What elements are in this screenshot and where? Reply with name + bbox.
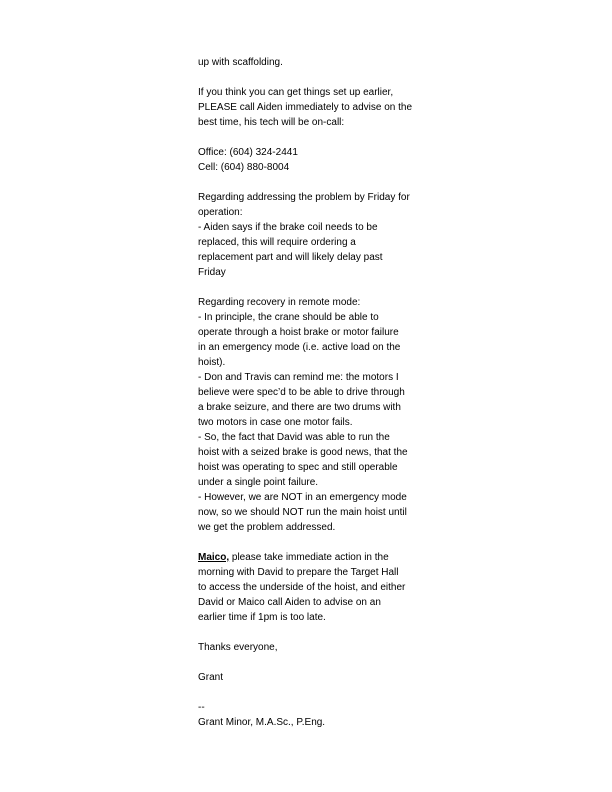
text-line: - So, the fact that David was able to run the bbox=[198, 432, 390, 443]
text-line bbox=[198, 550, 428, 565]
text-line: hoist was operating to spec and still operable bbox=[198, 462, 398, 473]
text-line: - Don and Travis can remind me: the motors I bbox=[198, 372, 399, 383]
text-line: we get the problem addressed. bbox=[198, 522, 336, 533]
signature-block bbox=[198, 700, 428, 730]
email-body bbox=[198, 55, 428, 730]
text-line: PLEASE call Aiden immediately to advise on the bbox=[198, 102, 413, 113]
text-line: - Aiden says if the brake coil needs to be bbox=[198, 222, 378, 233]
text-line: Regarding recovery in remote mode: bbox=[198, 297, 361, 308]
text-line: Friday bbox=[198, 267, 226, 278]
continuation-text bbox=[198, 55, 428, 70]
text-line: - However, we are NOT in an emergency mode bbox=[198, 492, 407, 503]
text-line: Thanks everyone, bbox=[198, 642, 278, 653]
text-line: replacement part and will likely delay past bbox=[198, 252, 383, 263]
text-line: replaced, this will require ordering a bbox=[198, 237, 356, 248]
text-line: up with scaffolding. bbox=[198, 57, 283, 68]
text-line: under a single point failure. bbox=[198, 477, 319, 488]
text-line: David or Maico call Aiden to advise on an bbox=[198, 597, 381, 608]
contacts-block bbox=[198, 145, 428, 175]
signature-separator: -- bbox=[198, 702, 205, 713]
text-line: in an emergency mode (i.e. active load on the bbox=[198, 342, 401, 353]
text-line: best time, his tech will be on-call: bbox=[198, 117, 345, 128]
cell-phone: Cell: (604) 880-8004 bbox=[198, 162, 290, 173]
text-line: If you think you can get things set up earlier, bbox=[198, 87, 394, 98]
signature-name: Grant Minor, M.A.Sc., P.Eng. bbox=[198, 717, 326, 728]
friday-section bbox=[198, 190, 428, 280]
text-line: believe were spec’d to be able to drive through bbox=[198, 387, 405, 398]
text-line: - In principle, the crane should be able to bbox=[198, 312, 379, 323]
text-line: two motors in case one motor fails. bbox=[198, 417, 353, 428]
text-line: Grant bbox=[198, 672, 224, 683]
text-line: operate through a hoist brake or motor failure bbox=[198, 327, 399, 338]
text-line: Regarding addressing the problem by Friday for bbox=[198, 192, 410, 203]
text-line: morning with David to prepare the Target Hall bbox=[198, 567, 399, 578]
action-text: please take immediate action in the bbox=[229, 552, 389, 563]
action-request bbox=[198, 550, 428, 625]
text-line: a brake seizure, and there are two drums with bbox=[198, 402, 401, 413]
addressee-name: Maico, bbox=[198, 552, 230, 563]
text-line: operation: bbox=[198, 207, 243, 218]
closing bbox=[198, 640, 428, 655]
text-line: now, so we should NOT run the main hoist until bbox=[198, 507, 407, 518]
text-line: to access the underside of the hoist, and either bbox=[198, 582, 406, 593]
recovery-section bbox=[198, 295, 428, 535]
call-request-paragraph bbox=[198, 85, 428, 130]
text-line: hoist). bbox=[198, 357, 226, 368]
text-line: hoist with a seized brake is good news, that the bbox=[198, 447, 408, 458]
sender-name bbox=[198, 670, 428, 685]
office-phone: Office: (604) 324-2441 bbox=[198, 147, 298, 158]
text-line: earlier time if 1pm is too late. bbox=[198, 612, 326, 623]
